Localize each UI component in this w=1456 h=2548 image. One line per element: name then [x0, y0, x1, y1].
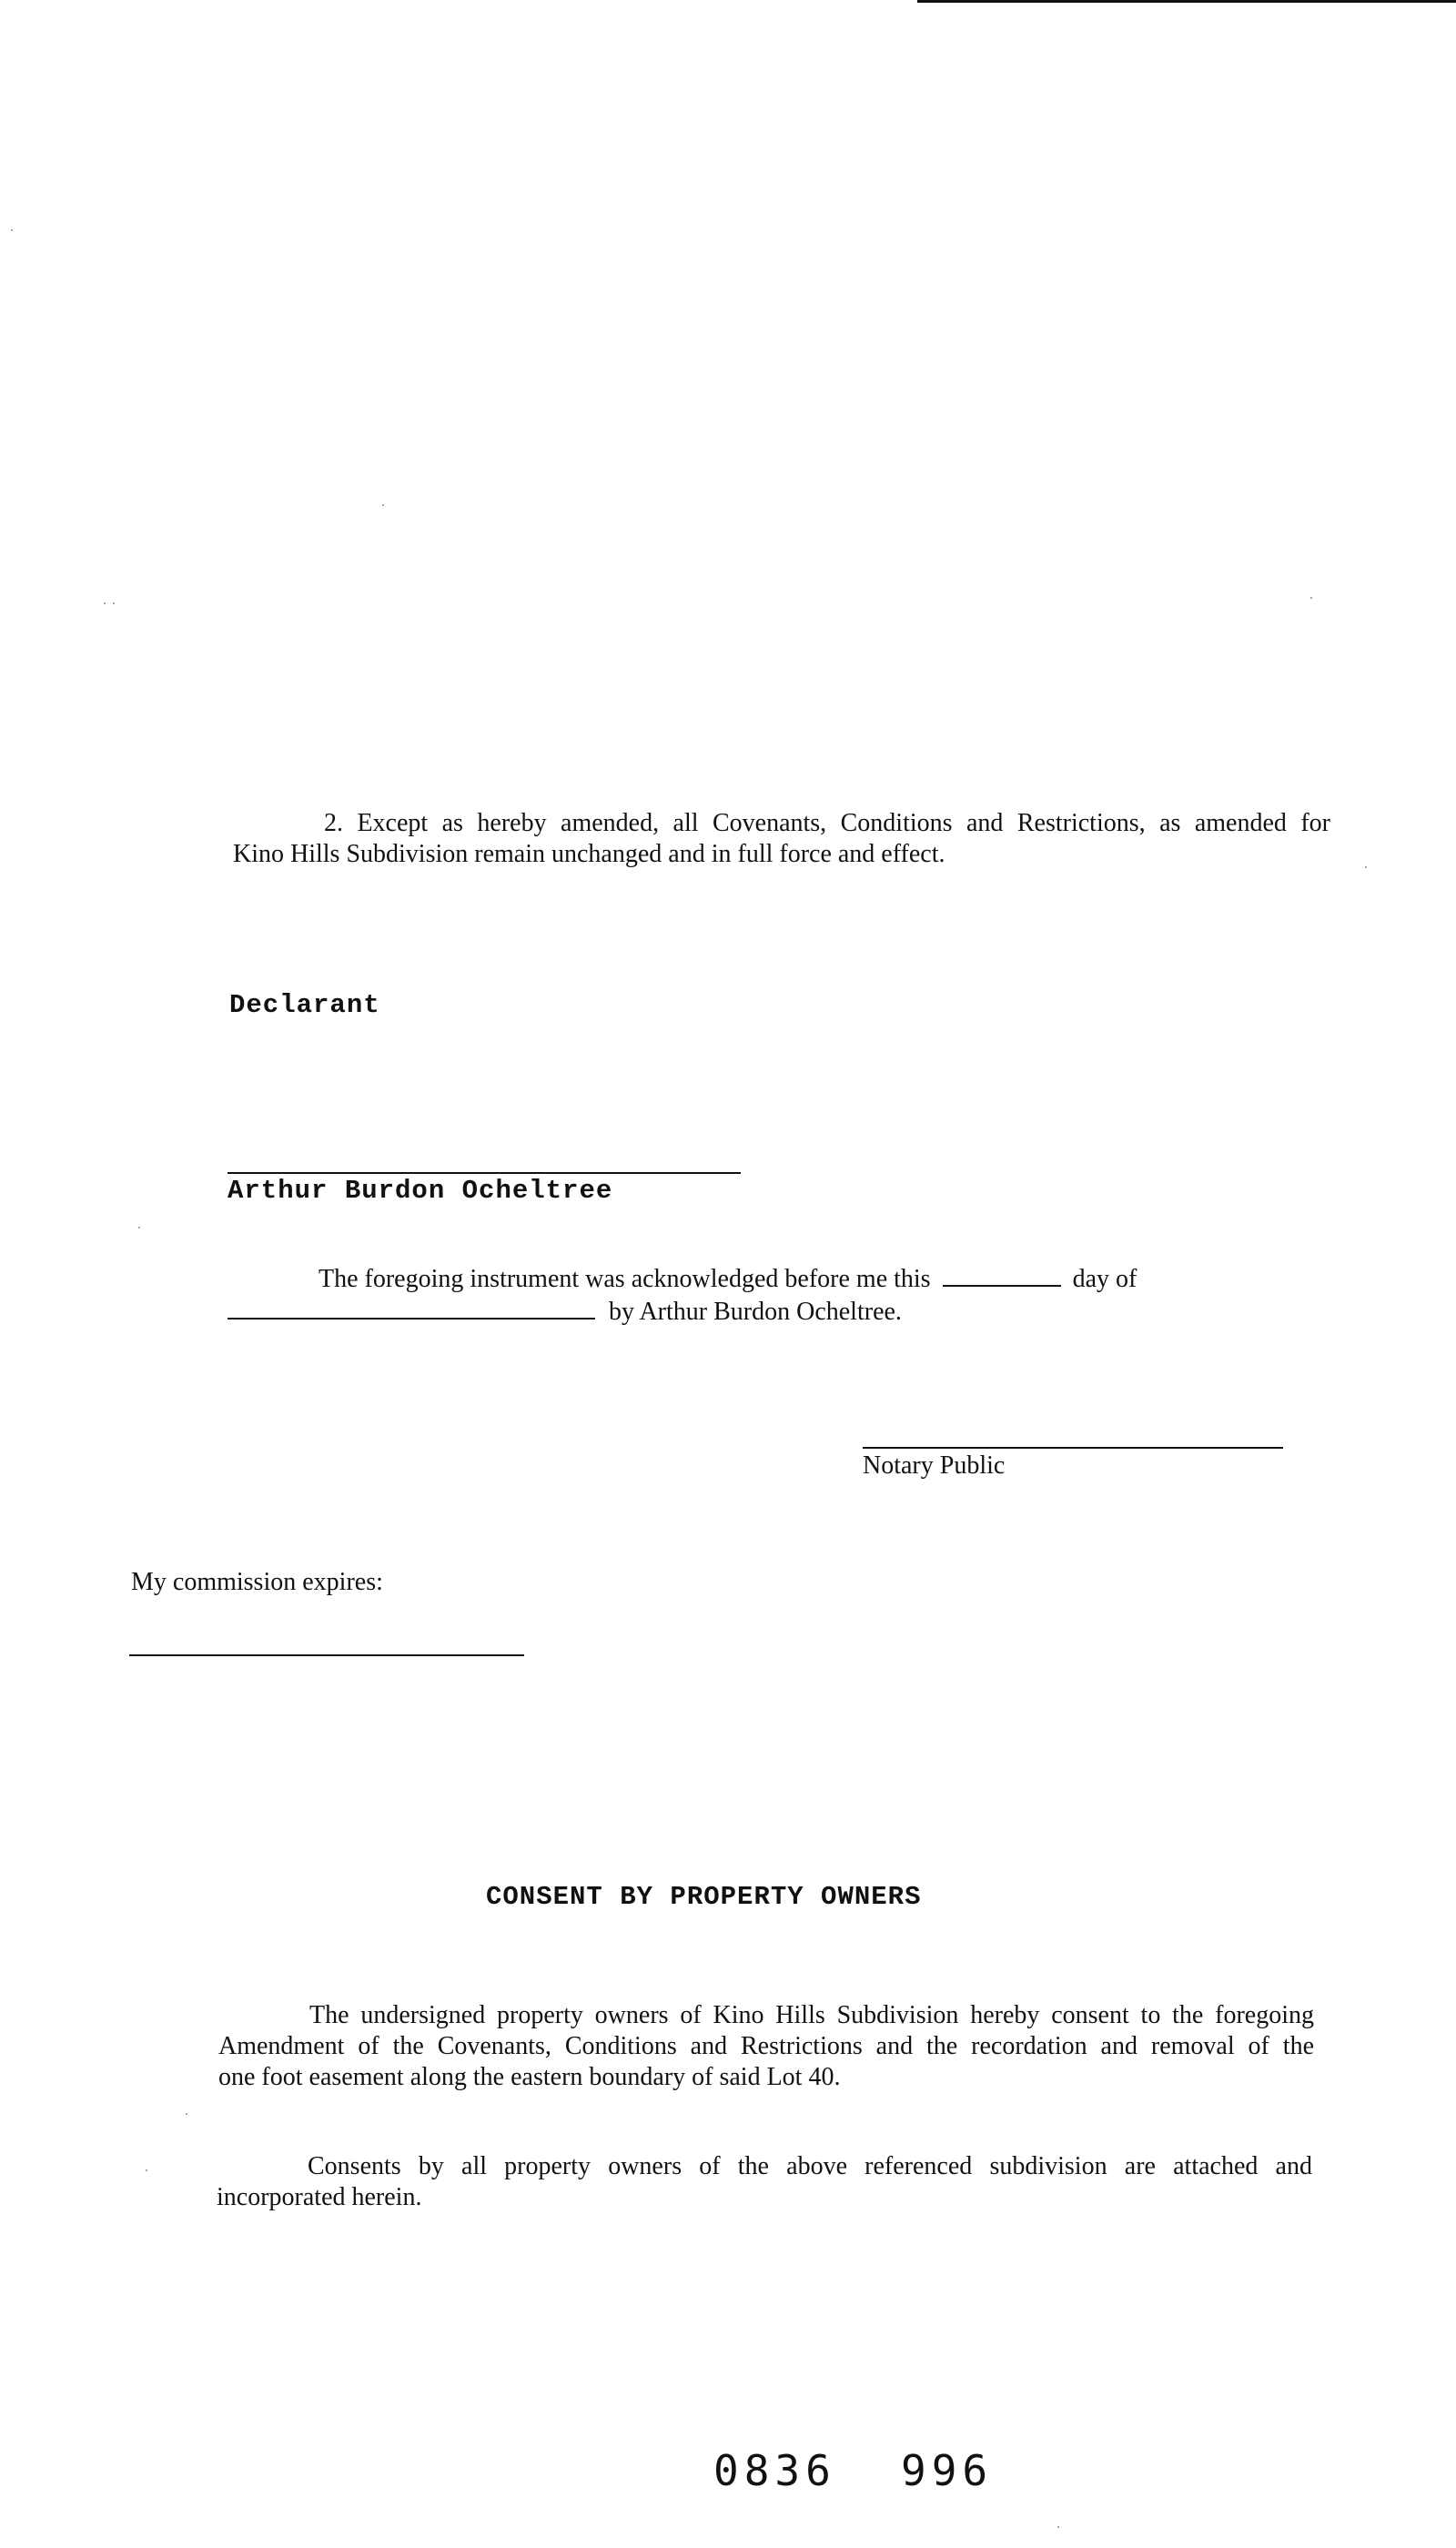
scan-speck — [1057, 2526, 1059, 2528]
consent-paragraph-1 — [218, 2000, 1314, 2093]
scan-speck — [186, 2113, 187, 2115]
acknowledgment-month-blank[interactable] — [228, 1296, 595, 1320]
scan-speck — [11, 229, 13, 231]
scan-speck — [138, 1227, 140, 1228]
declarant-heading: Declarant — [229, 990, 380, 1020]
consent-paragraph-1-line-1: The undersigned property owners of Kino Hills Subdivision hereby consent to the foregoing — [309, 2001, 1314, 2029]
consent-paragraph-2-line-1: Consents by all property owners of the above referenced subdivision are attached and — [308, 2152, 1312, 2180]
acknowledgment-day-blank[interactable] — [943, 1263, 1061, 1287]
consent-paragraph-1-line-2: Amendment of the Covenants, Conditions and Restrictions and the recordation and removal of the — [218, 2032, 1314, 2060]
acknowledgment-line-1 — [318, 1263, 1228, 1295]
consent-paragraph-2 — [217, 2151, 1312, 2213]
acknowledgment-text-3: by Arthur Burdon Ocheltree. — [609, 1298, 902, 1326]
scan-speck — [1365, 866, 1367, 868]
acknowledgment-text-2: day of — [1072, 1265, 1138, 1293]
scan-speck — [382, 504, 384, 506]
acknowledgment-line-2 — [228, 1296, 902, 1328]
paragraph-2-line-1: 2. Except as hereby amended, all Covenants, Conditions and Restrictions, as amended for — [324, 809, 1330, 837]
paragraph-2-line-2: Kino Hills Subdivision remain unchanged and in full force and effect. — [233, 840, 945, 868]
acknowledgment-text-1: The foregoing instrument was acknowledged before me this — [318, 1265, 931, 1293]
notary-signature-line — [863, 1447, 1283, 1449]
consent-heading: CONSENT BY PROPERTY OWNERS — [486, 1882, 922, 1912]
top-edge-line — [917, 0, 1456, 3]
declarant-name: Arthur Burdon Ocheltree — [228, 1176, 613, 1206]
declarant-signature-line — [228, 1172, 741, 1174]
scan-speck — [1310, 597, 1312, 599]
paragraph-2 — [233, 808, 1330, 870]
record-book-number: 0836 — [713, 2446, 836, 2495]
scan-speck — [146, 2169, 147, 2171]
record-page-number: 996 — [901, 2446, 994, 2495]
scan-speck — [113, 602, 115, 604]
commission-label: My commission expires: — [131, 1568, 383, 1596]
commission-expiry-line — [129, 1654, 524, 1656]
consent-paragraph-2-line-2: incorporated herein. — [217, 2183, 422, 2211]
consent-paragraph-1-line-3: one foot easement along the eastern boundary of said Lot 40. — [218, 2063, 841, 2091]
notary-label: Notary Public — [863, 1451, 1006, 1480]
scan-speck — [104, 602, 106, 604]
